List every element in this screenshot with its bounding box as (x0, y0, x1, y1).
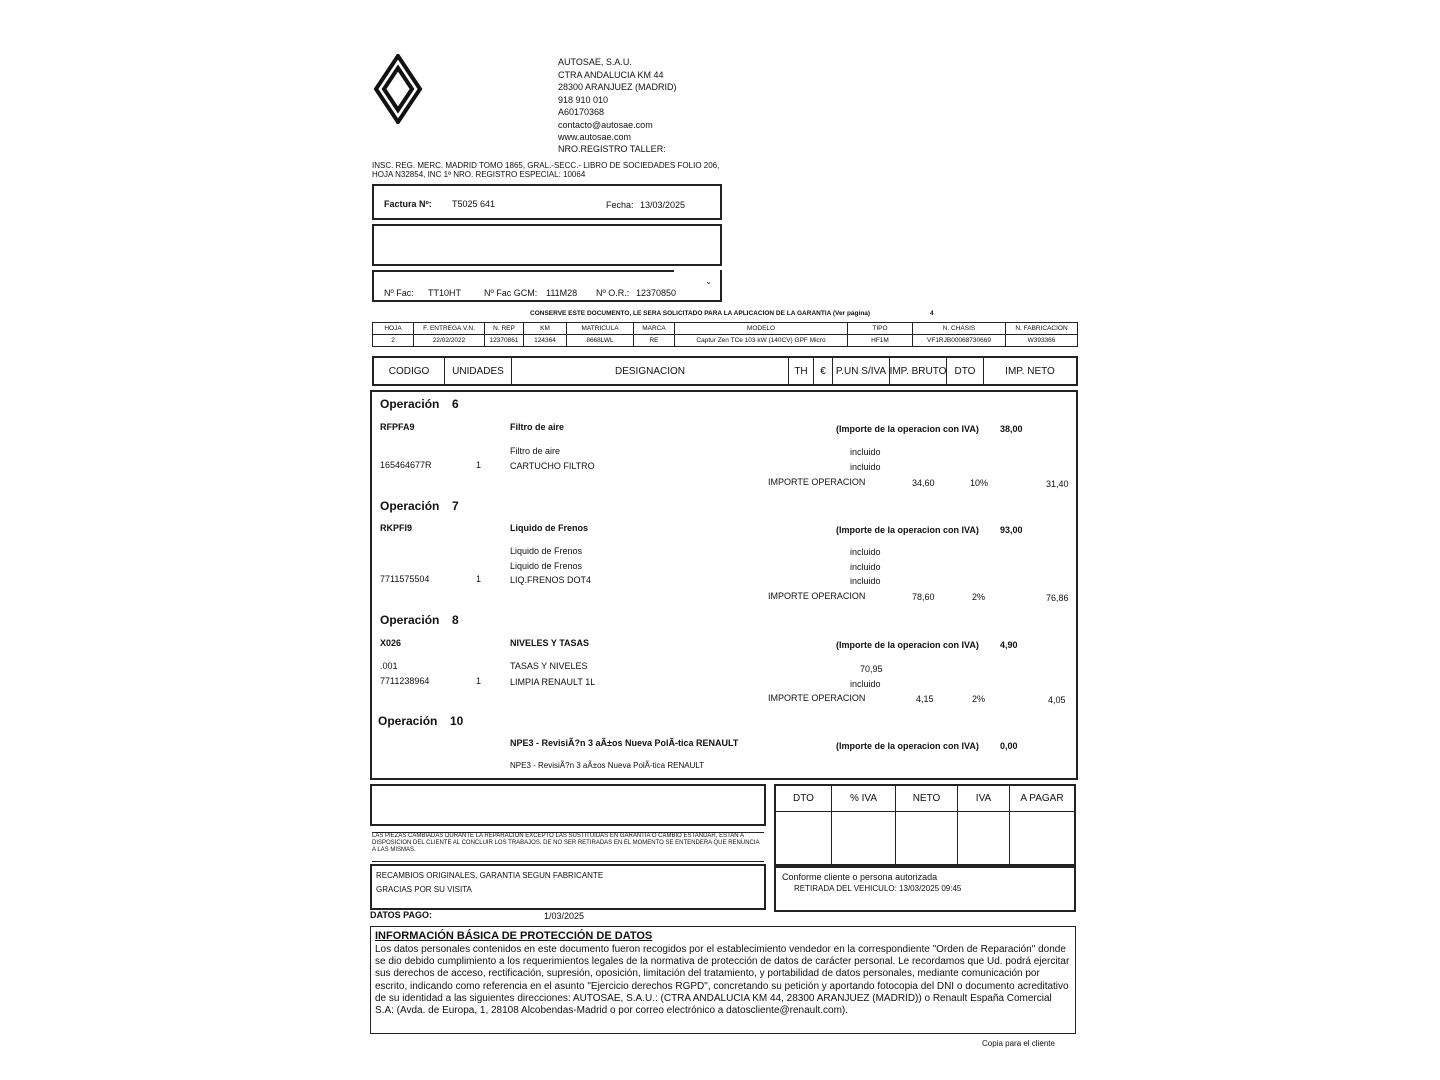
operation-importe-value: 4,90 (1000, 640, 1018, 650)
lines-body (370, 390, 1078, 780)
vehicle-header-cell: TIPO (848, 323, 913, 335)
retirada-text: RETIRADA DEL VEHICULO: 13/03/2025 09:45 (794, 884, 962, 893)
or-value: 12370850 (636, 288, 677, 298)
col-designacion: DESIGNACION (512, 358, 789, 384)
fecha-value: 13/03/2025 (640, 200, 686, 210)
line-code: 7711575504 (380, 574, 430, 584)
operation-name: Liquido de Frenos (510, 523, 588, 533)
vehicle-value-cell: Captur Zen TCe 103 kW (140CV) GPF Micro (675, 335, 848, 347)
conforme-box (774, 866, 1076, 912)
summary-label: IMPORTE OPERACION (768, 477, 866, 487)
lines-header (372, 356, 1078, 386)
vehicle-header-cell: MATRICULA (567, 323, 634, 335)
totals-value-iva-pct (832, 812, 896, 864)
company-cif: A60170368 (558, 107, 605, 117)
operation-name: Filtro de aire (510, 422, 565, 432)
observaciones-box (370, 784, 766, 826)
line-incluido: incluido (850, 462, 881, 472)
gcm-label: Nº Fac GCM: (484, 288, 538, 298)
totals-value-a-pagar (1010, 812, 1074, 864)
proteccion-datos-box (370, 926, 1076, 1034)
operation-title: Operación (380, 613, 440, 627)
conforme-text: Conforme cliente o persona autorizada (782, 872, 938, 882)
conserve-note: CONSERVE ESTE DOCUMENTO, LE SERA SOLICITADO PARA LA APLICACION DE LA GARANTIA (Ver página) (530, 310, 871, 317)
fecha-label: Fecha: (606, 200, 634, 210)
summary-neto: 76,86 (1046, 593, 1069, 603)
datos-pago-label: DATOS PAGO: (370, 910, 433, 920)
summary-neto: 4,05 (1048, 695, 1066, 705)
line-incluido: incluido (850, 547, 881, 557)
client-box (372, 224, 722, 266)
col-imp-neto: IMP. NETO (1005, 365, 1055, 377)
line-code: 165464677R (380, 460, 432, 470)
line-desc: Liquido de Frenos (510, 561, 583, 571)
col-unidades: UNIDADES (445, 358, 512, 384)
operation-importe-label: (Importe de la operacion con IVA) (836, 525, 979, 535)
operation-number: 10 (450, 714, 464, 728)
operation-importe-label: (Importe de la operacion con IVA) (836, 640, 979, 650)
recambios-text: RECAMBIOS ORIGINALES, GARANTIA SEGUN FABRICANTE (376, 871, 604, 880)
vehicle-value-cell: 22/02/2022 (414, 335, 485, 347)
datos-pago-value: 1/03/2025 (544, 911, 585, 921)
conserve-num: 4 (930, 310, 934, 317)
col-precio-unitario: P.UN S/IVA (833, 358, 890, 384)
operation-code: RFPFA9 (380, 422, 415, 432)
totals-header-dto: DTO (776, 786, 832, 812)
summary-dto: 2% (972, 592, 986, 602)
gracias-text: GRACIAS POR SU VISITA (376, 885, 472, 894)
col-codigo: CODIGO (374, 358, 445, 384)
line-incluido: incluido (850, 576, 881, 586)
vehicle-header-cell: N. FABRICACION (1006, 323, 1078, 335)
copia-cliente: Copia para el cliente (982, 1039, 1055, 1048)
operation-importe-value: 0,00 (1000, 741, 1018, 751)
or-label: Nº O.R.: (596, 288, 630, 298)
totals-header-a-pagar: A PAGAR (1010, 786, 1074, 812)
operation-number: 7 (452, 499, 459, 513)
col-imp-bruto: IMP. BRUTO (890, 358, 947, 384)
line-desc: TASAS Y NIVELES (510, 661, 588, 671)
vehicle-header-cell: MODELO (675, 323, 848, 335)
vehicle-value-row (373, 335, 1078, 347)
line-units: 1 (476, 574, 482, 584)
line-units: 1 (476, 460, 482, 470)
company-email: contacto@autosae.com (558, 120, 653, 130)
vehicle-value-cell: 2 (373, 335, 414, 347)
col-dto: DTO (947, 358, 984, 384)
vehicle-header-row (373, 323, 1078, 335)
vehicle-value-cell: W393366 (1006, 335, 1078, 347)
operation-code: RKPFI9 (380, 523, 413, 533)
operation-importe-value: 38,00 (1000, 424, 1023, 434)
totals-header-neto: NETO (896, 786, 958, 812)
line-incluido: incluido (850, 562, 881, 572)
factura-label: Factura Nº: (384, 199, 432, 209)
operation-title: Operación (380, 499, 440, 513)
vehicle-header-cell: MARCA (634, 323, 675, 335)
line-desc: NPE3 - RevisiÃ?n 3 aÃ±os Nueva PolÃ-tica RENAULT (510, 761, 705, 770)
summary-dto: 10% (970, 478, 989, 488)
vehicle-value-cell: HF1M (848, 335, 913, 347)
chevron-down-icon: ⌄ (705, 277, 712, 286)
factura-value: T5025 641 (452, 199, 496, 209)
vehicle-table (372, 322, 1078, 347)
totals-table (774, 784, 1076, 866)
nfac-box (372, 270, 722, 302)
totals-header-iva-pct: % IVA (832, 786, 896, 812)
vehicle-value-cell: VF1RJB00068730669 (913, 335, 1006, 347)
line-desc: CARTUCHO FILTRO (510, 461, 595, 471)
vehicle-value-cell: 12370861 (485, 335, 524, 347)
operation-importe-label: (Importe de la operacion con IVA) (836, 741, 979, 751)
line-code: 7711238964 (380, 676, 430, 686)
recambios-box (370, 864, 766, 910)
vehicle-header-cell: N. REP (485, 323, 524, 335)
vehicle-value-cell: 8668LWL (567, 335, 634, 347)
proteccion-datos-body: Los datos personales contenidos en este documento fueron recogidos por el establecimiento vendedor en la correspondiente "Orden de Reparación" donde se dio debido cumplimiento a los requerimientos legales de la normativa de protección de datos de carácter personal. Le recordamos que Ud. podrá ejercitar sus derechos de acceso, rectificación, supresión, oposición, limitación del tratamiento, y portabilidad de datos personales, mediante comunicación por escrito, indicando como referencia en el asunto "Ejercicio derechos RGPD", concretando su petición y aportando fotocopia del DNI o documento acreditativo de su identidad a las siguientes direcciones: AUTOSAE, S.A.U.: (CTRA ANDALUCIA KM 44, 28300 ARANJUEZ (MADRID)) o Renault España Comercial S.A: (Avda. de Europa, 1, 28108 Alcobendas-Madrid o por correo electrónico a datoscliente@renault.com). (375, 944, 1070, 1017)
vehicle-value-cell: 124364 (524, 335, 567, 347)
line-incluido: incluido (850, 679, 881, 689)
line-desc: Liquido de Frenos (510, 546, 583, 556)
totals-value-neto (896, 812, 958, 864)
vehicle-header-cell: KM (524, 323, 567, 335)
nfac-value: TT10HT (428, 288, 462, 298)
line-incluido: incluido (850, 447, 881, 457)
operation-number: 8 (452, 613, 459, 627)
operation-code: X026 (380, 638, 402, 648)
summary-bruto: 34,60 (912, 478, 935, 488)
summary-neto: 31,40 (1046, 479, 1069, 489)
factura-box (372, 184, 722, 220)
company-address-1: CTRA ANDALUCIA KM 44 (558, 70, 664, 80)
nfac-label: Nº Fac: (384, 288, 414, 298)
operation-importe-label: (Importe de la operacion con IVA) (836, 424, 979, 434)
summary-bruto: 4,15 (916, 694, 934, 704)
piezas-note: LAS PIEZAS CAMBIADAS DURANTE LA REPARACION EXCEPTO LAS SUSTITUIDAS EN GARANTIA O CAMBIO ESTANDAR, ESTAN A DISPOSICION DEL CLIENTE AL CONCLUIR LOS TRABAJOS. DE NO SER RETIRADAS EN EL MOMENTO SE ENTENDERA QUE RENUNCIA A LAS MISMAS. (372, 832, 764, 862)
operation-importe-value: 93,00 (1000, 525, 1023, 535)
summary-bruto: 78,60 (912, 592, 935, 602)
vehicle-header-cell: N. CHASIS (913, 323, 1006, 335)
invoice-document (360, 20, 1090, 1060)
operation-title: Operación (378, 714, 438, 728)
company-phone: 918 910 010 (558, 95, 609, 105)
operation-number: 6 (452, 397, 459, 411)
renault-logo (372, 54, 424, 124)
vehicle-header-cell: F. ENTREGA V.N. (414, 323, 485, 335)
proteccion-datos-title: INFORMACIÓN BÁSICA DE PROTECCIÓN DE DATOS (375, 930, 653, 942)
line-desc: Filtro de aire (510, 446, 561, 456)
company-web: www.autosae.com (558, 132, 632, 142)
summary-dto: 2% (972, 694, 986, 704)
summary-label: IMPORTE OPERACION (768, 693, 866, 703)
col-th: TH (789, 358, 814, 384)
operation-name: NIVELES Y TASAS (510, 638, 590, 648)
company-insc-2: HOJA N32854, INC 1ª NRO. REGISTRO ESPECIAL: 10064 (372, 170, 586, 179)
vehicle-header-cell: HOJA (373, 323, 414, 335)
col-euro: € (814, 358, 833, 384)
vehicle-value-cell: RE (634, 335, 675, 347)
operation-title: Operación (380, 397, 440, 411)
totals-value-iva (958, 812, 1010, 864)
line-units: 1 (476, 676, 482, 686)
company-registro: NRO.REGISTRO TALLER: (558, 144, 666, 154)
company-name: AUTOSAE, S.A.U. (558, 57, 632, 67)
operation-name: NPE3 - RevisiÃ?n 3 aÃ±os Nueva PolÃ-tica RENAULT (510, 738, 739, 748)
summary-label: IMPORTE OPERACION (768, 591, 866, 601)
totals-header-iva: IVA (958, 786, 1010, 812)
totals-value-dto (776, 812, 832, 864)
line-desc: LIQ.FRENOS DOT4 (510, 575, 592, 585)
company-insc-1: INSC. REG. MERC. MADRID TOMO 1865, GRAL.-SECC.- LIBRO DE SOCIEDADES FOLIO 206, (372, 161, 720, 170)
line-desc: LIMPIA RENAULT 1L (510, 677, 596, 687)
gcm-value: 111M28 (546, 288, 578, 298)
line-incluido: 70,95 (860, 664, 883, 674)
company-address-2: 28300 ARANJUEZ (MADRID) (558, 82, 677, 92)
line-code: .001 (380, 661, 398, 671)
